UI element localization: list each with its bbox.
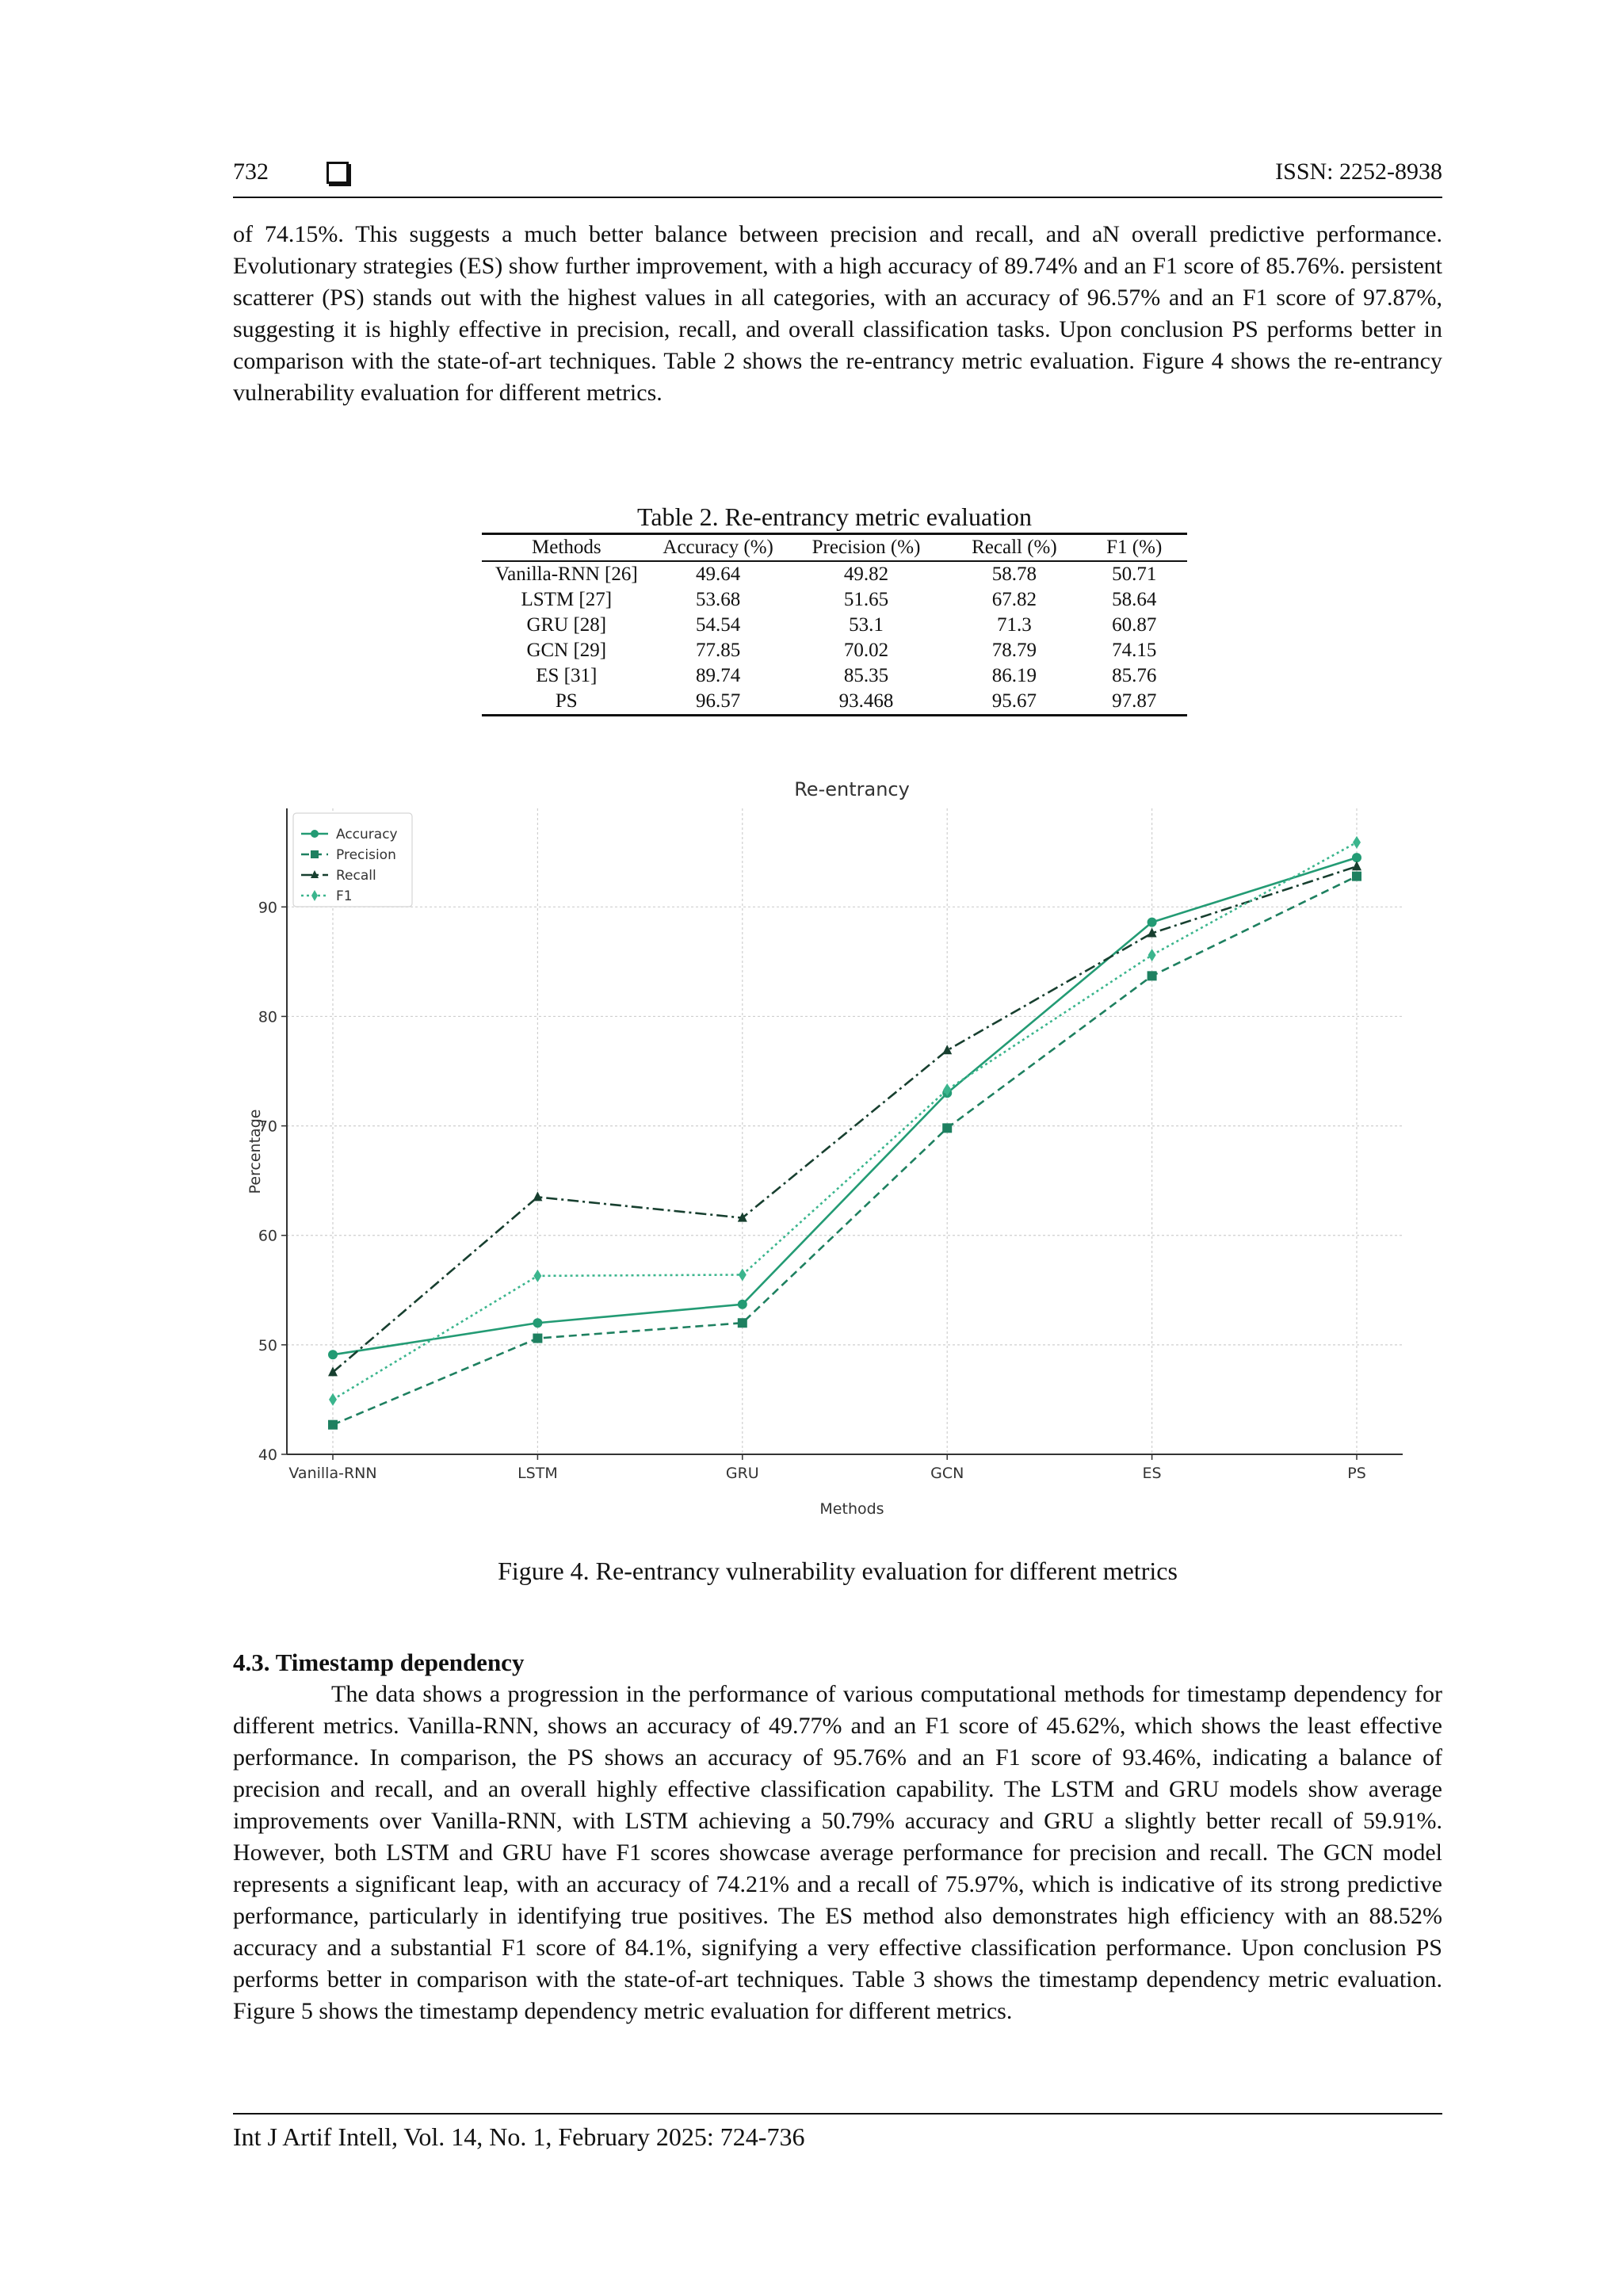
- y-tick-label: 80: [258, 1008, 277, 1026]
- cell-f1: 50.71: [1112, 563, 1157, 585]
- data-point-recall: [1352, 861, 1361, 870]
- axes-layer: [258, 808, 1403, 1482]
- x-tick-label: PS: [1347, 1465, 1366, 1482]
- data-point-recall: [533, 1191, 542, 1201]
- y-tick-label: 70: [258, 1117, 277, 1136]
- series-line-accuracy: [333, 858, 1357, 1354]
- legend-marker-accuracy: [311, 830, 319, 838]
- cell-accuracy: 54.54: [696, 614, 741, 636]
- data-point-precision: [942, 1123, 952, 1133]
- data-point-accuracy: [328, 1350, 338, 1359]
- cell-method: Vanilla-RNN [26]: [495, 563, 638, 585]
- cell-accuracy: 89.74: [696, 665, 741, 686]
- data-point-f1: [533, 1270, 541, 1282]
- cell-method: ES [31]: [536, 665, 598, 686]
- table-row: [482, 638, 1187, 663]
- series-line-recall: [333, 866, 1357, 1372]
- col-header-accuracy: Accuracy (%): [663, 537, 773, 558]
- y-tick-label: 40: [258, 1446, 277, 1464]
- data-point-precision: [1148, 971, 1157, 980]
- series-layer: [328, 836, 1361, 1430]
- y-tick-label: 90: [258, 899, 277, 917]
- series-line-f1: [333, 842, 1357, 1400]
- cell-precision: 93.468: [838, 690, 894, 712]
- chart-svg: [238, 769, 1442, 1530]
- table-row: [482, 613, 1187, 638]
- cell-recall: 67.82: [991, 589, 1037, 610]
- section-heading: 4.3. Timestamp dependency: [233, 1648, 525, 1676]
- checkbox-square-icon: [327, 162, 349, 184]
- cell-recall: 78.79: [991, 640, 1037, 661]
- cell-f1: 58.64: [1112, 589, 1157, 610]
- cell-accuracy: 49.64: [696, 563, 741, 585]
- cell-f1: 85.76: [1112, 665, 1157, 686]
- cell-method: LSTM [27]: [521, 589, 613, 610]
- cell-recall: 58.78: [991, 563, 1037, 585]
- data-point-f1: [1148, 949, 1156, 961]
- x-tick-label: LSTM: [517, 1465, 558, 1482]
- y-tick-label: 60: [258, 1227, 277, 1245]
- col-header-recall: Recall (%): [972, 537, 1057, 558]
- cell-precision: 53.1: [849, 614, 884, 636]
- x-tick-label: Vanilla-RNN: [288, 1465, 377, 1482]
- cell-recall: 86.19: [991, 665, 1037, 686]
- legend-marker-precision: [311, 850, 319, 858]
- table-caption: Table 2. Re-entrancy metric evaluation: [637, 502, 1032, 531]
- line-chart: [238, 769, 1442, 1530]
- y-tick-label: 50: [258, 1336, 277, 1354]
- cell-recall: 71.3: [997, 614, 1032, 636]
- cell-accuracy: 96.57: [696, 690, 741, 712]
- cell-method: GRU [28]: [526, 614, 607, 636]
- cell-f1: 60.87: [1112, 614, 1157, 636]
- figure-caption: Figure 4. Re-entrancy vulnerability evaluation for different metrics: [498, 1557, 1178, 1585]
- x-tick-label: GCN: [930, 1465, 964, 1482]
- data-point-f1: [329, 1393, 337, 1406]
- table-header-row: [482, 534, 1187, 562]
- col-header-precision: Precision (%): [812, 537, 921, 558]
- paragraph-timestamp: The data shows a progression in the performance of various computational methods for timestamp dependency for different metrics. Vanilla-RNN, shows an accuracy of 49.77% and an F1 score of 45.62%, which shows the least effective performance. In comparison, the PS shows an accuracy of 95.76% and an F1 score of 93.46%, indicating a balance of precision and recall, and an overall highly effective classification capability. The LSTM and GRU models show average improvements over Vanilla-RNN, with LSTM achieving a 50.79% accuracy and GRU a slightly better recall of 59.91%. However, both LSTM and GRU have F1 scores showcase average performance for precision and recall. The GCN model represents a significant leap, with an accuracy of 74.21% and a recall of 75.97%, which is indicative of its strong predictive performance, particularly in identifying true positives. The ES method also demonstrates high efficiency with an 88.52% accuracy and a substantial F1 score of 84.1%, signifying a very effective classification performance. Upon conclusion PS performs better in comparison with the state-of-art techniques. Table 3 shows the timestamp dependency metric evaluation. Figure 5 shows the timestamp dependency metric evaluation for different metrics.: [233, 1681, 1442, 2024]
- col-header-methods: Methods: [532, 537, 601, 558]
- cell-f1: 74.15: [1112, 640, 1157, 661]
- data-point-accuracy: [533, 1318, 542, 1328]
- data-point-f1: [1353, 836, 1361, 849]
- page-footer: Int J Artif Intell, Vol. 14, No. 1, February 2025: 724-736: [233, 2113, 1442, 2152]
- data-point-precision: [533, 1334, 542, 1343]
- page-number: 732: [233, 159, 269, 185]
- table-row: [482, 663, 1187, 689]
- page-header: [233, 152, 1442, 198]
- series-line-precision: [333, 877, 1357, 1425]
- cell-method: PS: [555, 690, 578, 712]
- data-point-accuracy: [738, 1300, 747, 1309]
- cell-recall: 95.67: [991, 690, 1037, 712]
- legend-label-recall: Recall: [336, 868, 376, 884]
- x-tick-label: GRU: [725, 1465, 759, 1482]
- data-point-precision: [328, 1420, 338, 1430]
- cell-precision: 70.02: [843, 640, 889, 661]
- data-point-accuracy: [1148, 918, 1157, 927]
- cell-precision: 49.82: [843, 563, 889, 585]
- cell-precision: 85.35: [843, 665, 889, 686]
- paragraph-intro: of 74.15%. This suggests a much better balance between precision and recall, and aN overall predictive performance. Evolutionary strategies (ES) show further improvement, with a high accuracy of 89.74% and an F1 score of 85.76%. persistent scatterer (PS) stands out with the highest values in all categories, with an accuracy of 96.57% and an F1 score of 97.87%, suggesting it is highly effective in precision, recall, and overall classification tasks. Upon conclusion PS performs better in comparison with the state-of-art techniques. Table 2 shows the re-entrancy metric evaluation. Figure 4 shows the re-entrancy vulnerability evaluation for different metrics.: [233, 221, 1442, 406]
- legend-label-f1: F1: [336, 888, 353, 904]
- chart-title: Re-entrancy: [794, 778, 910, 800]
- cell-accuracy: 77.85: [696, 640, 741, 661]
- cell-method: GCN [29]: [526, 640, 607, 661]
- cell-f1: 97.87: [1112, 690, 1157, 712]
- col-header-f1: F1 (%): [1106, 537, 1163, 558]
- data-point-precision: [738, 1318, 747, 1328]
- data-point-precision: [1352, 872, 1361, 881]
- table-row: [482, 689, 1187, 716]
- cell-accuracy: 53.68: [696, 589, 741, 610]
- cell-precision: 51.65: [843, 589, 889, 610]
- legend: [293, 813, 412, 907]
- data-point-f1: [739, 1268, 747, 1281]
- table-row: [482, 587, 1187, 613]
- legend-label-accuracy: Accuracy: [336, 827, 398, 842]
- issn-label: ISSN: 2252-8938: [1275, 159, 1442, 185]
- x-tick-label: ES: [1142, 1465, 1162, 1482]
- table-row: [482, 561, 1187, 587]
- y-axis-label: Percentage: [246, 1109, 264, 1194]
- x-axis-label: Methods: [819, 1500, 884, 1518]
- metric-table: [482, 533, 1187, 716]
- legend-label-precision: Precision: [336, 847, 396, 863]
